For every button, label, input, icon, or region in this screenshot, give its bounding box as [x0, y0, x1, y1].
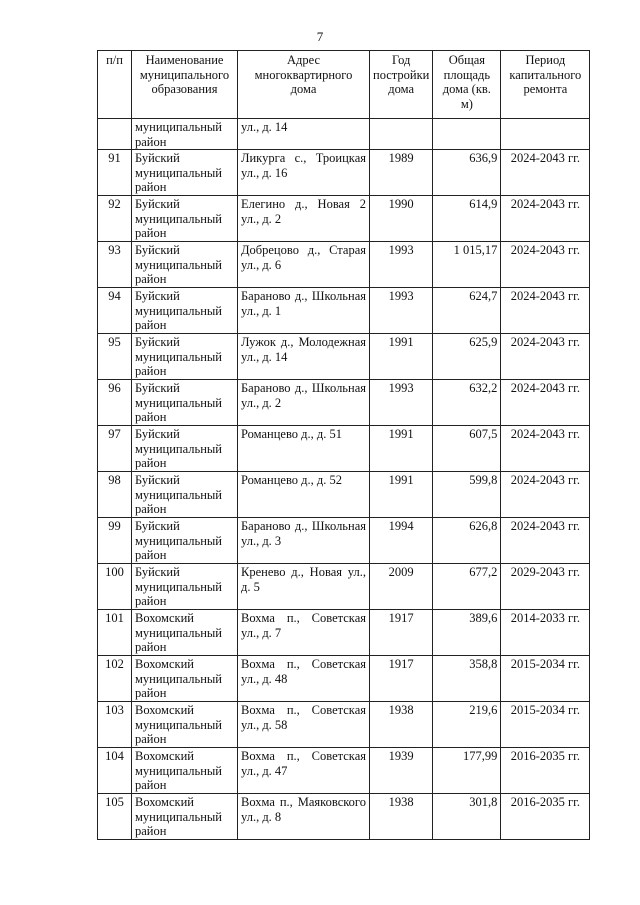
cell-address: Вохма п., Советская ул., д. 7 [238, 610, 370, 656]
cell-year: 1938 [370, 702, 433, 748]
cell-address: Романцево д., д. 52 [238, 472, 370, 518]
apartment-buildings-table [97, 50, 590, 840]
cell-address: Бараново д., Школьная ул., д. 3 [238, 518, 370, 564]
cell-municipality: Буйский муниципальный район [132, 288, 238, 334]
cell-num: 102 [98, 656, 132, 702]
table-row [98, 334, 590, 380]
table-row [98, 150, 590, 196]
cell-year: 1939 [370, 748, 433, 794]
table-row [98, 518, 590, 564]
cell-address: Вохма п., Маяковского ул., д. 8 [238, 794, 370, 840]
cell-period: 2024-2043 гг. [501, 518, 590, 564]
cell-year: 1991 [370, 334, 433, 380]
cell-area: 614,9 [433, 196, 501, 242]
page-number: 7 [316, 29, 324, 44]
cell-year: 1938 [370, 794, 433, 840]
cell-address: ул., д. 14 [238, 119, 370, 150]
cell-address: Кренево д., Новая ул., д. 5 [238, 564, 370, 610]
cell-year: 1990 [370, 196, 433, 242]
cell-num: 91 [98, 150, 132, 196]
cell-year: 1991 [370, 472, 433, 518]
cell-area: 1 015,17 [433, 242, 501, 288]
cell-period: 2024-2043 гг. [501, 196, 590, 242]
cell-num: 98 [98, 472, 132, 518]
cell-period: 2014-2033 гг. [501, 610, 590, 656]
cell-period: 2015-2034 гг. [501, 702, 590, 748]
cell-area: 626,8 [433, 518, 501, 564]
table-row [98, 288, 590, 334]
cell-year: 1917 [370, 610, 433, 656]
cell-period: 2024-2043 гг. [501, 334, 590, 380]
cell-municipality: Буйский муниципальный район [132, 196, 238, 242]
cell-period: 2024-2043 гг. [501, 150, 590, 196]
cell-year: 2009 [370, 564, 433, 610]
header-row [98, 51, 590, 119]
cell-year: 1917 [370, 656, 433, 702]
table-row [98, 656, 590, 702]
cell-period [501, 119, 590, 150]
cell-municipality: Вохомский муниципальный район [132, 794, 238, 840]
cell-num [98, 119, 132, 150]
cell-municipality: Буйский муниципальный район [132, 564, 238, 610]
cell-area: 177,99 [433, 748, 501, 794]
cell-num: 99 [98, 518, 132, 564]
table-header [98, 51, 590, 119]
cell-area: 625,9 [433, 334, 501, 380]
table-row [98, 702, 590, 748]
cell-num: 93 [98, 242, 132, 288]
cell-area: 677,2 [433, 564, 501, 610]
cell-period: 2016-2035 гг. [501, 794, 590, 840]
continuation-row [98, 119, 590, 150]
cell-municipality: Вохомский муниципальный район [132, 702, 238, 748]
cell-num: 101 [98, 610, 132, 656]
cell-address: Добрецово д., Старая ул., д. 6 [238, 242, 370, 288]
cell-num: 104 [98, 748, 132, 794]
cell-address: Вохма п., Советская ул., д. 48 [238, 656, 370, 702]
table-row [98, 426, 590, 472]
table-body [98, 119, 590, 840]
cell-area: 624,7 [433, 288, 501, 334]
cell-year: 1993 [370, 288, 433, 334]
cell-period: 2016-2035 гг. [501, 748, 590, 794]
cell-municipality: муниципальный район [132, 119, 238, 150]
cell-period: 2024-2043 гг. [501, 426, 590, 472]
cell-address: Бараново д., Школьная ул., д. 2 [238, 380, 370, 426]
cell-municipality: Буйский муниципальный район [132, 334, 238, 380]
cell-municipality: Буйский муниципальный район [132, 518, 238, 564]
cell-municipality: Буйский муниципальный район [132, 472, 238, 518]
cell-municipality: Буйский муниципальный район [132, 380, 238, 426]
cell-period: 2029-2043 гг. [501, 564, 590, 610]
header-year: Год постройки дома [370, 51, 433, 119]
cell-address: Вохма п., Советская ул., д. 47 [238, 748, 370, 794]
cell-year [370, 119, 433, 150]
cell-area: 607,5 [433, 426, 501, 472]
cell-address: Елегино д., Новая 2 ул., д. 2 [238, 196, 370, 242]
cell-municipality: Вохомский муниципальный район [132, 748, 238, 794]
table-row [98, 472, 590, 518]
cell-area: 219,6 [433, 702, 501, 748]
cell-area: 599,8 [433, 472, 501, 518]
table-row [98, 748, 590, 794]
table-row [98, 794, 590, 840]
cell-municipality: Вохомский муниципальный район [132, 610, 238, 656]
table-row [98, 196, 590, 242]
cell-area: 301,8 [433, 794, 501, 840]
cell-area [433, 119, 501, 150]
table-row [98, 610, 590, 656]
table-row [98, 564, 590, 610]
cell-area: 358,8 [433, 656, 501, 702]
cell-year: 1991 [370, 426, 433, 472]
cell-year: 1993 [370, 380, 433, 426]
cell-municipality: Буйский муниципальный район [132, 150, 238, 196]
cell-period: 2024-2043 гг. [501, 472, 590, 518]
cell-address: Ликурга с., Троицкая ул., д. 16 [238, 150, 370, 196]
cell-num: 105 [98, 794, 132, 840]
header-area: Общая площадь дома (кв. м) [433, 51, 501, 119]
cell-municipality: Буйский муниципальный район [132, 242, 238, 288]
cell-period: 2024-2043 гг. [501, 380, 590, 426]
cell-area: 632,2 [433, 380, 501, 426]
cell-area: 636,9 [433, 150, 501, 196]
cell-municipality: Вохомский муниципальный район [132, 656, 238, 702]
cell-period: 2024-2043 гг. [501, 242, 590, 288]
cell-year: 1989 [370, 150, 433, 196]
header-num: п/п [98, 51, 132, 119]
cell-period: 2024-2043 гг. [501, 288, 590, 334]
cell-num: 92 [98, 196, 132, 242]
table-row [98, 380, 590, 426]
cell-period: 2015-2034 гг. [501, 656, 590, 702]
cell-year: 1993 [370, 242, 433, 288]
table-row [98, 242, 590, 288]
cell-year: 1994 [370, 518, 433, 564]
cell-municipality: Буйский муниципальный район [132, 426, 238, 472]
cell-address: Романцево д., д. 51 [238, 426, 370, 472]
cell-area: 389,6 [433, 610, 501, 656]
header-address: Адрес многоквартирного дома [238, 51, 370, 119]
cell-num: 103 [98, 702, 132, 748]
header-municipality: Наименование муниципального образования [132, 51, 238, 119]
cell-num: 97 [98, 426, 132, 472]
cell-num: 95 [98, 334, 132, 380]
cell-num: 94 [98, 288, 132, 334]
cell-num: 100 [98, 564, 132, 610]
cell-num: 96 [98, 380, 132, 426]
cell-address: Вохма п., Советская ул., д. 58 [238, 702, 370, 748]
cell-address: Лужок д., Молодежная ул., д. 14 [238, 334, 370, 380]
header-period: Период капитального ремонта [501, 51, 590, 119]
cell-address: Бараново д., Школьная ул., д. 1 [238, 288, 370, 334]
